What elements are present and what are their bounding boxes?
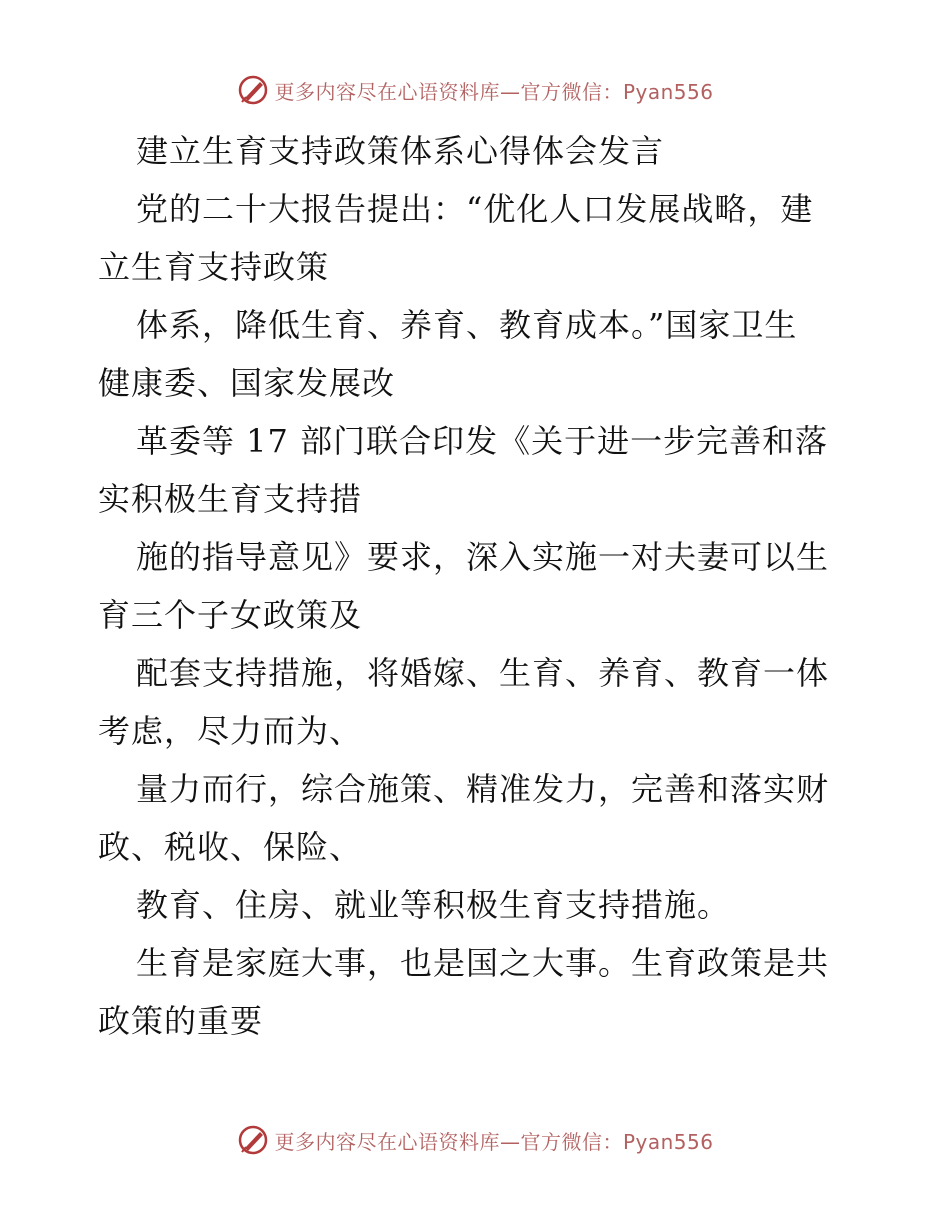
document-body: [98, 122, 858, 1050]
text-line: 政、税收、保险、: [98, 828, 363, 866]
text-line: 考虑，尽力而为、: [98, 712, 363, 750]
document-title: 建立生育支持政策体系心得体会发言: [136, 132, 665, 170]
text-line: 施的指导意见》要求，深入实施一对夫妻可以生: [136, 538, 830, 576]
text-line: 教育、住房、就业等积极生育支持措施。: [136, 886, 731, 924]
text-line: 实积极生育支持措: [98, 480, 363, 518]
text-line: 量力而行，综合施策、精准发力，完善和落实财: [136, 770, 830, 808]
text-line: 革委等 17 部门联合印发《关于进一步完善和落: [136, 422, 829, 460]
text-line: 配套支持措施，将婚嫁、生育、养育、教育一体: [136, 654, 830, 692]
quill-logo-icon: [236, 1123, 270, 1157]
watermark-text: 更多内容尽在心语资料库—官方微信：Pyan556: [274, 1129, 714, 1154]
text-line: 育三个子女政策及: [98, 596, 363, 634]
text-line: 党的二十大报告提出：“优化人口发展战略，建: [136, 190, 814, 228]
watermark-header: [0, 70, 950, 110]
text-line: 生育是家庭大事，也是国之大事。生育政策是共: [136, 944, 830, 982]
text-line: 健康委、国家发展改: [98, 364, 396, 402]
text-line: 立生育支持政策: [98, 248, 330, 286]
text-line: 体系，降低生育、养育、教育成本。”国家卫生: [136, 306, 798, 344]
watermark-text: 更多内容尽在心语资料库—官方微信：Pyan556: [274, 79, 714, 104]
text-line: 政策的重要: [98, 1002, 264, 1040]
watermark-footer: [0, 1120, 950, 1160]
quill-logo-icon: [236, 73, 270, 107]
